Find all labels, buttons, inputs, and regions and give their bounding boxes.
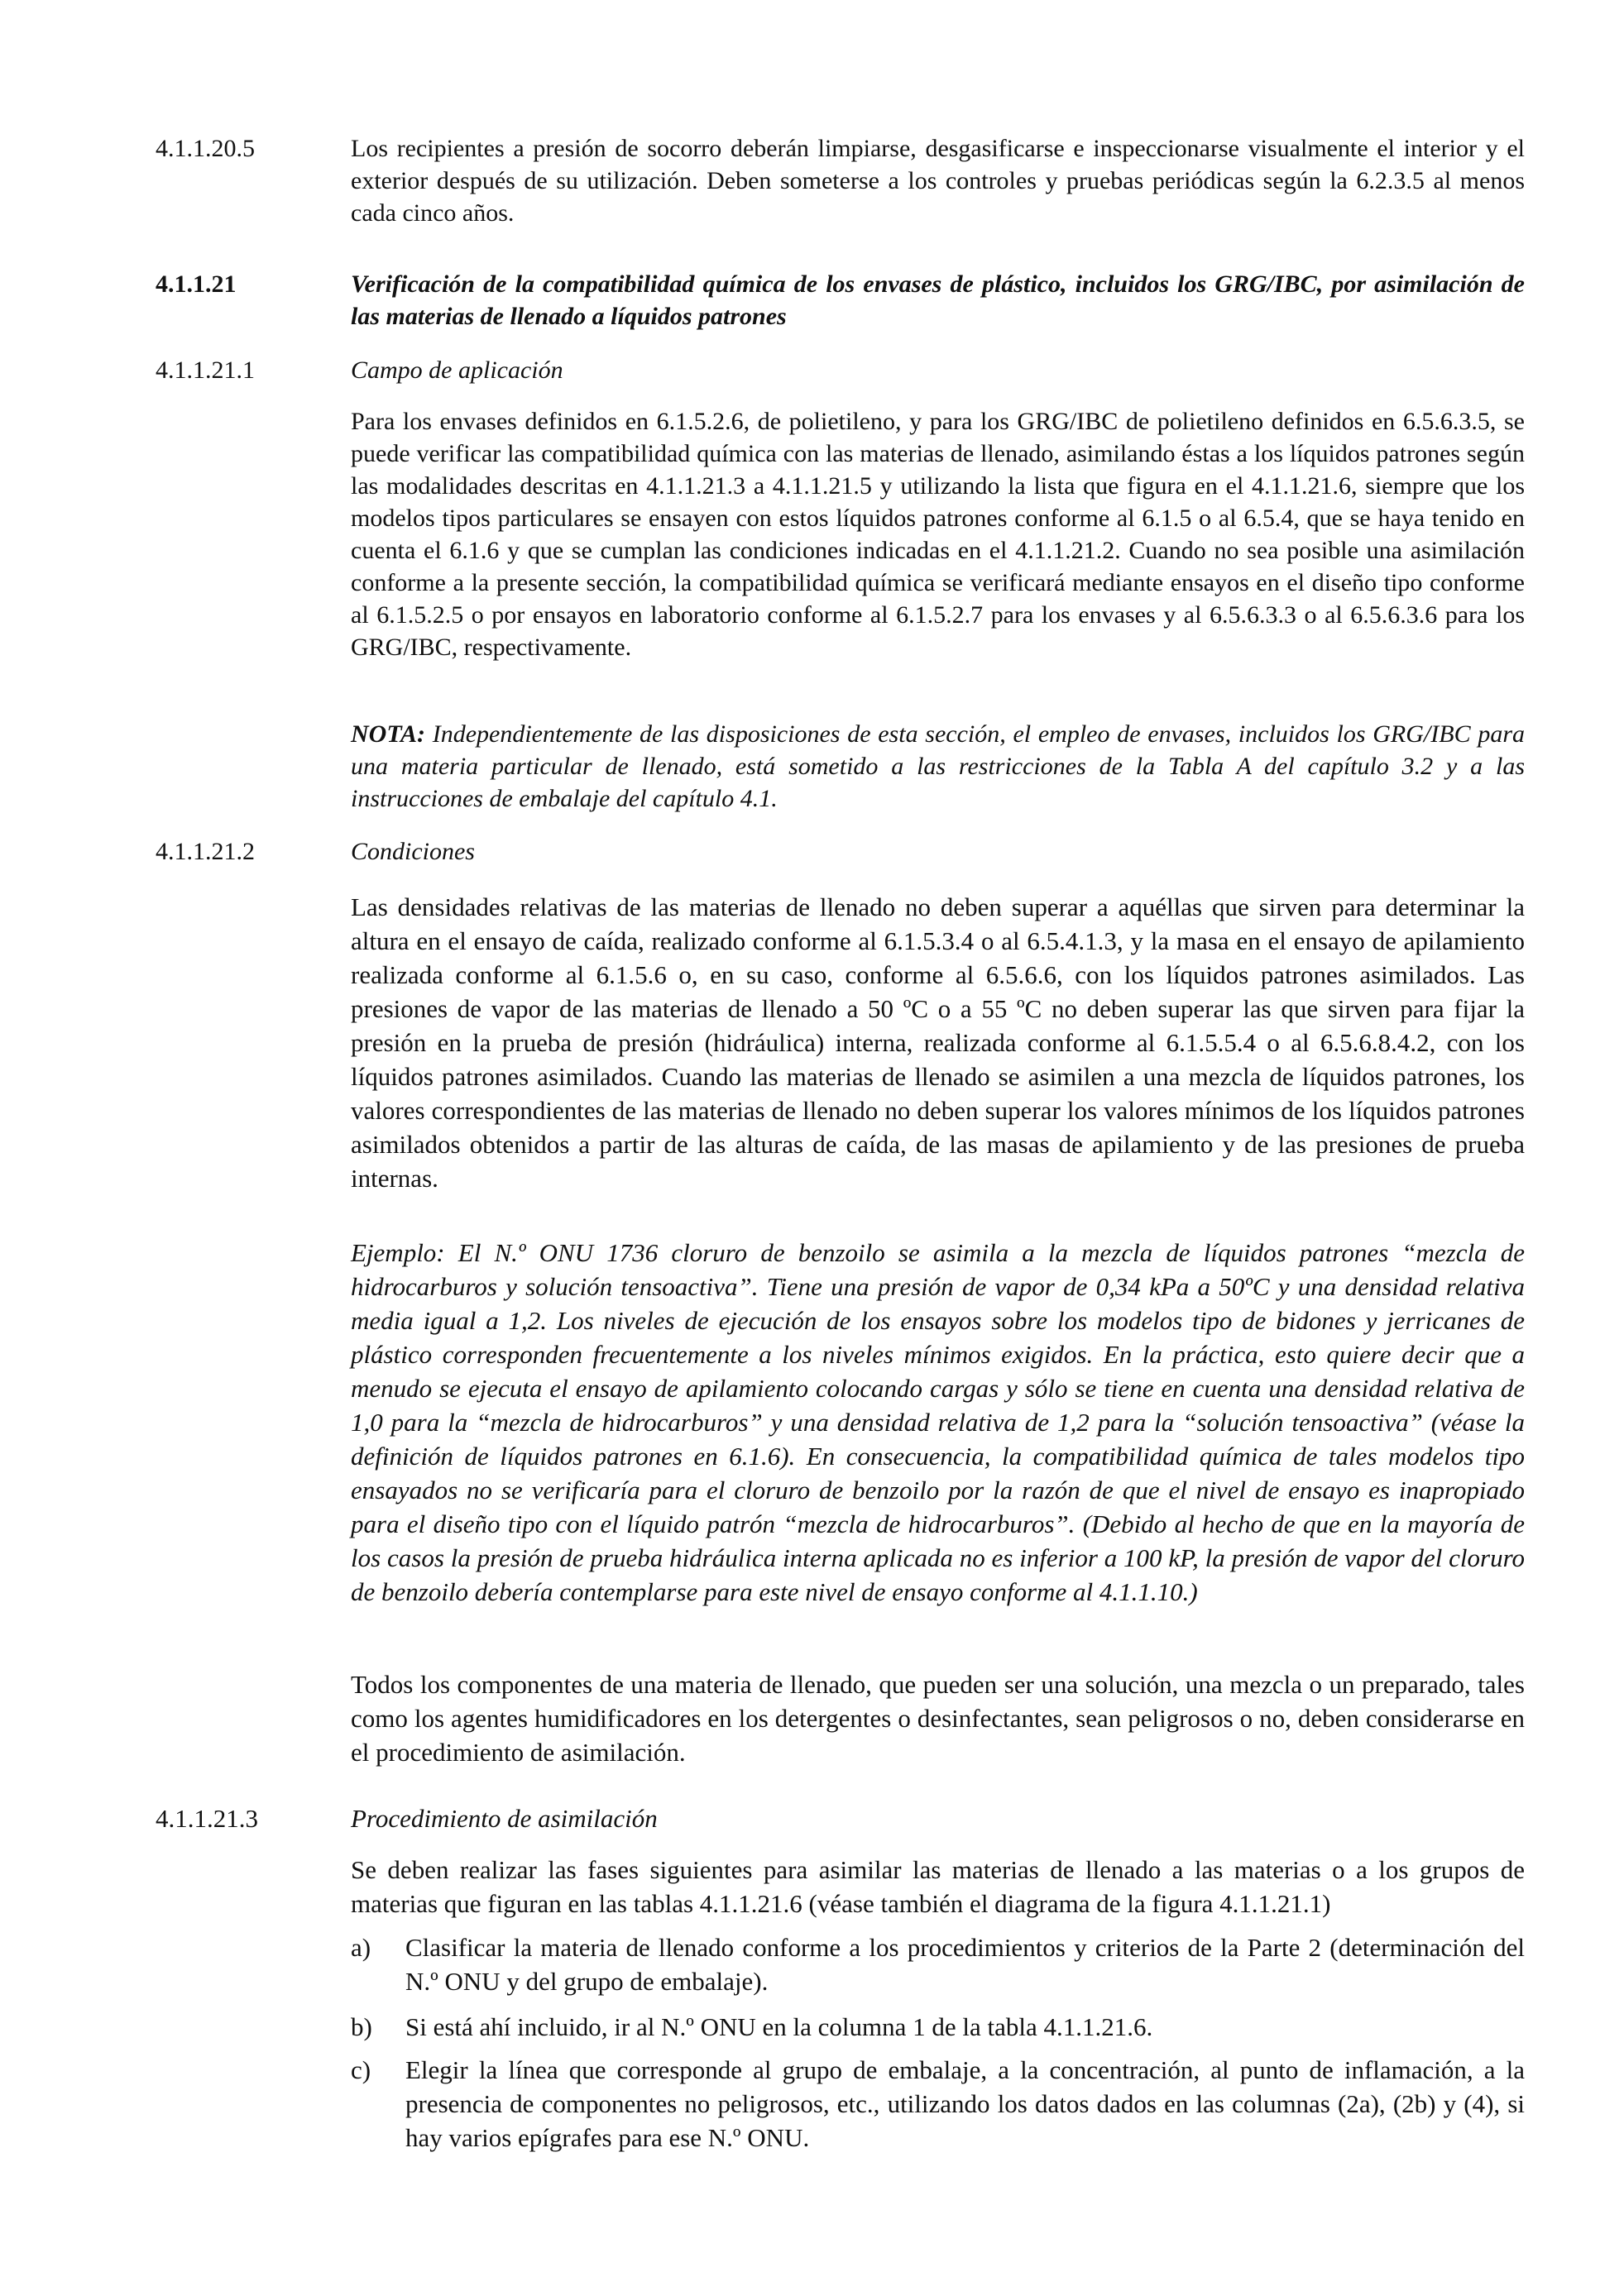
- section-4-1-1-21-1-heading: [156, 354, 1525, 386]
- section-4-1-1-21-2-paragraph-2: [351, 1667, 1525, 1769]
- list-item-text: Si está ahí incluido, ir al N.º ONU en la columna 1 de la tabla 4.1.1.21.6.: [405, 2012, 1153, 2041]
- section-paragraph: Todos los componentes de una materia de llenado, que pueden ser una solución, una mezcla o un preparado, tales como los agentes humidificadores en los detergentes o desinfectantes, sean peligrosos o no, deben considerarse en el procedimiento de asimilación.: [351, 1670, 1525, 1767]
- section-4-1-1-21-1-paragraph: [351, 405, 1525, 663]
- section-number: 4.1.1.21.3: [156, 1804, 258, 1833]
- section-number: 4.1.1.21.2: [156, 838, 255, 865]
- section-title: Campo de aplicación: [351, 356, 563, 384]
- section-number: 4.1.1.21: [156, 270, 237, 298]
- section-title: Procedimiento de asimilación: [351, 1804, 658, 1833]
- section-paragraph: Se deben realizar las fases siguientes para asimilar las materias de llenado a las materias o a los grupos de materias que figuran en las tablas 4.1.1.21.6 (véase también el diagrama de la figura 4.1.1.21.1): [351, 1855, 1525, 1918]
- note-text: Independientemente de las disposiciones de esta sección, el empleo de envases, incluidos los GRG/IBC para una materia particular de llenado, está sometido a las restricciones de la Tabla A del capítulo 3.2 y a las instrucciones de embalaje del capítulo 4.1.: [351, 720, 1525, 812]
- section-4-1-1-21-3-paragraph: [351, 1853, 1525, 1921]
- example-text: Ejemplo: El N.º ONU 1736 cloruro de benzoilo se asimila a la mezcla de líquidos patrones “mezcla de hidrocarburos y solución tensoactiva”. Tiene una presión de vapor de 0,34 kPa a 50ºC y una densidad relativa media igual a 1,2. Los niveles de ejecución de los ensayos sobre los modelos tipo de bidones y jerricanes de plástico corresponden frecuentemente a los niveles mínimos exigidos. En la práctica, esto quiere decir que a menudo se ejecuta el ensayo de apilamiento colocando cargas y sólo se tiene en cuenta una densidad relativa de 1,0 para la “mezcla de hidrocarburos” y una densidad relativa de 1,2 para la “solución tensoactiva” (véase la definición de líquidos patrones en 6.1.6). En consecuencia, la compatibilidad química de tales modelos tipo ensayados no se verificaría para el cloruro de benzoilo por la razón de que el nivel de ensayo es inapropiado para el diseño tipo con el líquido patrón “mezcla de hidrocarburos”. (Debido al hecho de que en la mayoría de los casos la presión de prueba hidráulica interna aplicada no es inferior a 100 kP, la presión de vapor del cloruro de benzoilo debería contemplarse para este nivel de ensayo conforme al 4.1.1.10.): [351, 1238, 1525, 1606]
- section-title: Verificación de la compatibilidad química de los envases de plástico, incluidos los GRG/IBC, por asimilación de las materias de llenado a líquidos patrones: [351, 270, 1525, 330]
- list-item: [351, 1930, 1525, 1998]
- example-block: [351, 1236, 1525, 1609]
- section-4-1-1-21-3-heading: [156, 1801, 1525, 1835]
- list-item-label: c): [351, 2055, 371, 2084]
- note-label: NOTA:: [351, 720, 425, 748]
- section-number: 4.1.1.21.1: [156, 356, 255, 384]
- note-block: [351, 718, 1525, 815]
- section-paragraph: Para los envases definidos en 6.1.5.2.6, de polietileno, y para los GRG/IBC de polietileno definidos en 6.5.6.3.5, se puede verificar las compatibilidad química con las materias de llenado, asimilando éstas a los líquidos patrones según las modalidades descritas en 4.1.1.21.3 a 4.1.1.21.5 y utilizando la lista que figura en el 4.1.1.21.6, siempre que los modelos tipos particulares se ensayen con estos líquidos patrones conforme al 6.1.5 o al 6.5.4, que se haya tenido en cuenta el 6.1.6 y que se cumplan las condiciones indicadas en el 4.1.1.21.2. Cuando no sea posible una asimilación conforme a la presente sección, la compatibilidad química se verificará mediante ensayos en el diseño tipo conforme al 6.1.5.2.5 o por ensayos en laboratorio conforme al 6.1.5.2.7 para los envases y al 6.5.6.3.3 o al 6.5.6.3.6 para los GRG/IBC, respectivamente.: [351, 408, 1525, 661]
- list-item-text: Elegir la línea que corresponde al grupo de embalaje, a la concentración, al punto de inflamación, a la presencia de componentes no peligrosos, etc., utilizando los datos dados en las columnas (2a), (2b) y (4), si hay varios epígrafes para ese N.º ONU.: [405, 2055, 1525, 2152]
- list-item: [351, 2053, 1525, 2155]
- list-item-label: b): [351, 2012, 372, 2041]
- list-item-text: Clasificar la materia de llenado conforme a los procedimientos y criterios de la Parte 2 (determinación del N.º ONU y del grupo de embalaje).: [405, 1933, 1525, 1996]
- section-title: Condiciones: [351, 838, 475, 865]
- section-paragraph: Las densidades relativas de las materias de llenado no deben superar a aquéllas que sirven para determinar la altura en el ensayo de caída, realizado conforme al 6.1.5.3.4 o al 6.5.4.1.3, y la masa en el ensayo de apilamiento realizada conforme al 6.1.5.6 o, en su caso, conforme al 6.5.6.6, con los líquidos patrones asimilados. Las presiones de vapor de las materias de llenado a 50 ºC o a 55 ºC no deben superar las que sirven para fijar la presión en la prueba de presión (hidráulica) interna, realizada conforme al 6.1.5.5.4 o al 6.5.6.8.4.2, con los líquidos patrones asimilados. Cuando las materias de llenado se asimilen a una mezcla de líquidos patrones, los valores correspondientes de las materias de llenado no deben superar los valores mínimos de los líquidos patrones asimilados obtenidos a partir de las alturas de caída, de las masas de apilamiento y de las presiones de prueba internas.: [351, 892, 1525, 1193]
- section-4-1-1-21-2-paragraph: [351, 890, 1525, 1195]
- list-item-label: a): [351, 1933, 371, 1962]
- section-4-1-1-21-2-heading: [156, 835, 1525, 868]
- section-number: 4.1.1.20.5: [156, 135, 255, 162]
- list-item: [351, 2010, 1525, 2044]
- section-4-1-1-21: [156, 268, 1525, 332]
- section-4-1-1-20-5: [156, 132, 1525, 229]
- section-paragraph: Los recipientes a presión de socorro deberán limpiarse, desgasificarse e inspeccionarse visualmente el interior y el exterior después de su utilización. Deben someterse a los controles y pruebas periódicas según la 6.2.3.5 al menos cada cinco años.: [351, 135, 1525, 227]
